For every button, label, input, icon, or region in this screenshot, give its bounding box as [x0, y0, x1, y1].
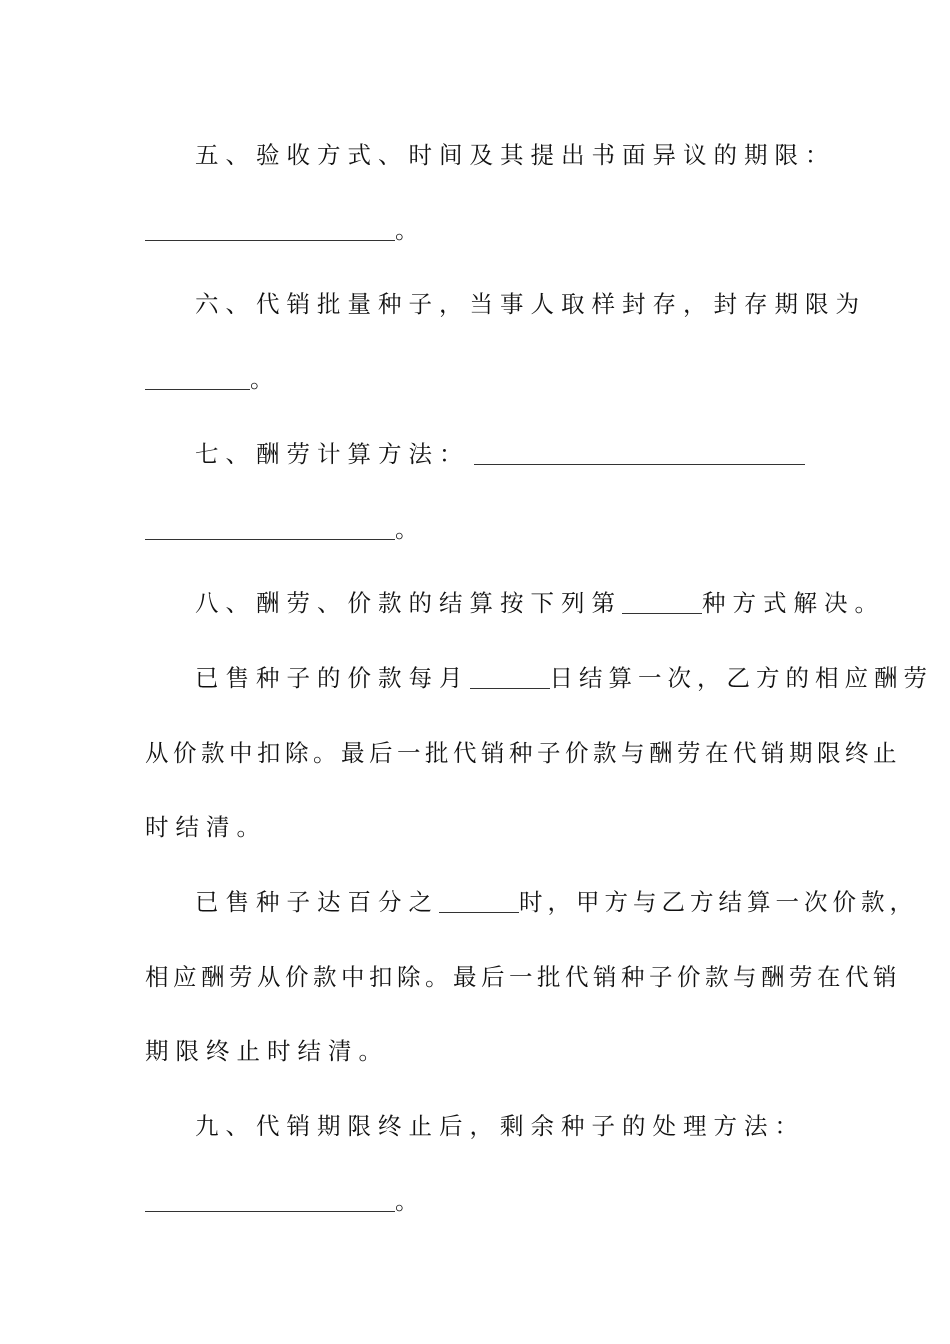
clause-6-blank-continued[interactable]	[145, 359, 250, 390]
option-1-after: 日结算一次，乙方的相应酬劳	[549, 664, 933, 692]
option-1-before: 已售种子的价款每月	[195, 664, 470, 692]
option-1-blank[interactable]	[470, 658, 550, 689]
clause-7-line-1	[195, 434, 805, 474]
clause-7-blank-continued[interactable]	[145, 509, 395, 540]
option-2-blank[interactable]	[439, 882, 519, 913]
clause-9-blank-continued[interactable]	[145, 1181, 395, 1212]
clause-7-text: 七、酬劳计算方法：	[195, 440, 470, 468]
clause-5-line-1	[195, 135, 836, 175]
clause-8-after: 种方式解决。	[702, 589, 885, 617]
option-2-line-3: 期限终止时结清。	[145, 1037, 389, 1065]
clause-5-text: 五、验收方式、时间及其提出书面异议的期限：	[195, 141, 836, 169]
option-1-line-2: 从价款中扣除。最后一批代销种子价款与酬劳在代销期限终止	[145, 739, 901, 767]
clause-7-blank[interactable]	[474, 434, 806, 465]
option-2-line-1	[195, 882, 918, 922]
clause-9-line-1	[195, 1106, 805, 1146]
clause-6-line-2	[145, 359, 805, 399]
clause-5-end: 。	[395, 216, 419, 244]
clause-7-end: 。	[395, 515, 419, 543]
clause-9-line-2	[145, 1181, 805, 1221]
clause-6-text: 六、代销批量种子，当事人取样封存，封存期限为	[195, 290, 866, 318]
clause-8-before: 八、酬劳、价款的结算按下列第	[195, 589, 622, 617]
clause-9-text: 九、代销期限终止后，剩余种子的处理方法：	[195, 1112, 805, 1140]
option-2-before: 已售种子达百分之	[195, 888, 439, 916]
option-1-line-3: 时结清。	[145, 813, 267, 841]
clause-8-line	[195, 583, 885, 623]
option-2-after: 时，甲方与乙方结算一次价款，	[519, 888, 918, 916]
clause-9-end: 。	[395, 1187, 419, 1215]
clause-5-blank-continued[interactable]	[145, 210, 395, 241]
clause-6-line-1	[195, 284, 866, 324]
clause-6-end: 。	[250, 365, 274, 393]
option-2-line-2: 相应酬劳从价款中扣除。最后一批代销种子价款与酬劳在代销	[145, 963, 901, 991]
clause-5-line-2	[145, 210, 805, 250]
option-1-line-1	[195, 658, 933, 698]
clause-8-blank[interactable]	[622, 583, 702, 614]
clause-7-line-2	[145, 509, 805, 549]
